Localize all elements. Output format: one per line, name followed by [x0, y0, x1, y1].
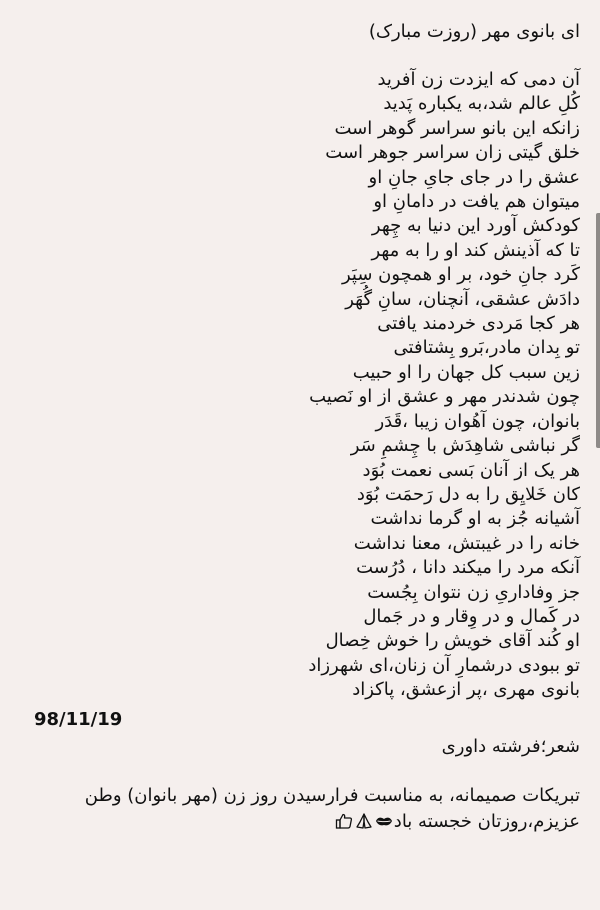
- poem-line: آن دمی که ایزدت زن آفرید: [377, 69, 580, 90]
- poet-credit: شعر؛فرشته داوری: [441, 736, 580, 757]
- poem-line: چون شدندر مهر و عشق از او نَصیب: [309, 386, 580, 408]
- poem-line: خانه را در غیبتش، معنا نداشت: [353, 532, 580, 554]
- congrats-line-text: عزیزم،روزتان خجسته باد: [393, 811, 580, 832]
- poem-line: آشیانه جُز به او گرما نداشت: [370, 508, 580, 530]
- poem-line: دادَش عشقی، آنچنان، سانِ گُهَر: [345, 288, 580, 310]
- poem-line: هر یک از آنان بَسی نعمت بُوَد: [362, 459, 580, 481]
- poem-line: در کَمال و در وِقار و در جَمال: [363, 605, 580, 627]
- poem-line: کودکش آورد این دنیا به چِهر: [371, 215, 580, 237]
- poem-line: گر نباشی شاهِدَش با چِشمِ سَر: [350, 435, 580, 457]
- poem-line: آنکه مرد را میکند دانا ، دُرُست: [356, 557, 580, 579]
- poem-date: 98/11/19: [34, 709, 123, 730]
- poem-line: جز وفاداریِ زن نتوان بِجُست: [367, 581, 580, 603]
- poem-line: عشق را در جای جایِ جانِ او: [368, 166, 580, 188]
- poem-line: تو ببودی درشمارِ آن زنان،ای شهرزاد: [308, 654, 580, 676]
- congrats-line: تبریکات صمیمانه، به مناسبت فرارسیدن روز زن (مهر بانوان) وطن: [84, 785, 580, 806]
- poem-line: میتوان هم یافت در دامانِ او: [373, 191, 580, 213]
- scrollbar-thumb[interactable]: [596, 213, 600, 448]
- poem-line: تو بِدان مادر،بَرو بِشتافتی: [393, 337, 580, 359]
- congratulations-message: [20, 783, 580, 835]
- poem-line: بانوی مهری ،پر ازعشق، پاکزاد: [352, 679, 580, 701]
- kiss-lips-icon: [375, 812, 393, 830]
- poem-line: بانوان، چون آهُوان زیبا ،قَدَر: [375, 410, 580, 432]
- poem-line: خلق گیتی زان سراسر جوهر است: [325, 142, 580, 164]
- poem-line: کُلِ عالم شد،به یکباره پَدید: [383, 93, 580, 115]
- congrats-line-with-emoji: [20, 809, 580, 835]
- poem-line: کَرد جانِ خود، بر او همچون سِپَر: [341, 264, 580, 286]
- thumbs-up-icon: [335, 812, 353, 830]
- poem-line: تا که آذینش کند او را به مهر: [371, 239, 580, 261]
- poem-line: زانکه این بانو سراسر گوهر است: [334, 117, 580, 139]
- message-title: ای بانوی مهر (روزت مبارک): [368, 21, 580, 42]
- poem-line: او کُند آقای خویش را خوش خِصال: [325, 630, 580, 652]
- poem-body: [110, 68, 580, 703]
- praying-hands-icon: [355, 812, 373, 830]
- poem-line: هر کجا مَردی خردمند یافتی: [377, 313, 580, 335]
- poem-line: زین سبب کل جهان را او حبیب: [352, 361, 580, 383]
- poem-line: کان خَلایِق را به دل رَحمَت بُوَد: [356, 483, 580, 505]
